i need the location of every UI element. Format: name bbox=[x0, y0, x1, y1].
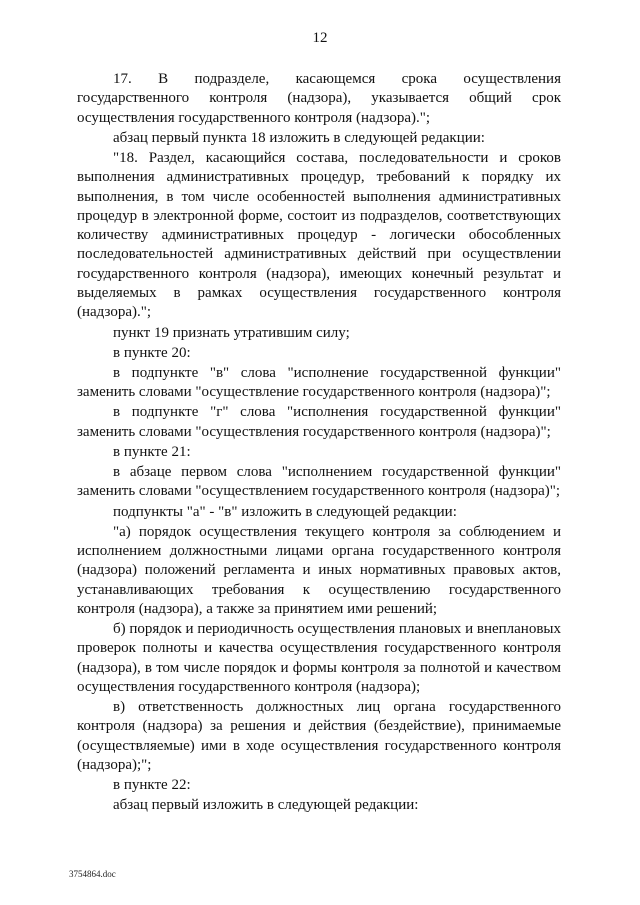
paragraph: в) ответственность должностных лиц органа государственного контроля (надзора) за решения и действия (бездействие), принимаемые (осуществляемые) ими в ходе осуществления государственного контроля (надзора);"; bbox=[77, 699, 561, 774]
paragraph: б) порядок и периодичность осуществления плановых и внеплановых проверок полноты и качества осуществления государственного контроля (надзора), в том числе порядок и формы контроля за полнотой и качеством осуществления государственного контроля (надзора); bbox=[77, 621, 561, 695]
paragraph: подпункты "а" - "в" изложить в следующей редакции: bbox=[113, 503, 457, 520]
paragraph: "18. Раздел, касающийся состава, последовательности и сроков выполнения административных процедур, требований к порядку их выполнения, в том числе особенностей выполнения административных процедур в электронной форме, состоит из подразделов, соответствующих количеству административных процедур - логически обособленных последовательностей административных действий при осуществлении государственного контроля (надзора), имеющих конечный результат и выделяемых в рамках осуществления государственного контроля (надзора)."; bbox=[77, 149, 561, 321]
paragraph: абзац первый пункта 18 изложить в следующей редакции: bbox=[113, 129, 485, 146]
paragraph: абзац первый изложить в следующей редакции: bbox=[113, 797, 419, 814]
page-number: 12 bbox=[312, 30, 328, 46]
paragraph: в абзаце первом слова "исполнением государственной функции" заменить словами "осуществлением государственного контроля (надзора)"; bbox=[77, 464, 561, 500]
paragraph: пункт 19 признать утратившим силу; bbox=[113, 324, 350, 341]
paragraph: в пункте 20: bbox=[113, 344, 191, 361]
paragraph: "а) порядок осуществления текущего контроля за соблюдением и исполнением должностными лицами органа государственного контроля (надзора) положений регламента и иных нормативных правовых актов, устанавливающих требования к осуществлению государственного контроля (надзора), а также за принятием ими решений; bbox=[77, 523, 561, 617]
footer-file-name: 3754864.doc bbox=[69, 869, 116, 879]
document-body bbox=[77, 70, 561, 817]
paragraph: 17. В подразделе, касающемся срока осуществления государственного контроля (надзора), указывается общий срок осуществления государственного контроля (надзора)."; bbox=[77, 71, 561, 126]
paragraph: в подпункте "в" слова "исполнение государственной функции" заменить словами "осуществление государственного контроля (надзора)"; bbox=[77, 364, 561, 401]
paragraph: в пункте 22: bbox=[113, 777, 191, 794]
paragraph: в пункте 21: bbox=[113, 443, 191, 460]
paragraph: в подпункте "г" слова "исполнения государственной функции" заменить словами "осуществления государственного контроля (надзора)"; bbox=[77, 404, 561, 440]
